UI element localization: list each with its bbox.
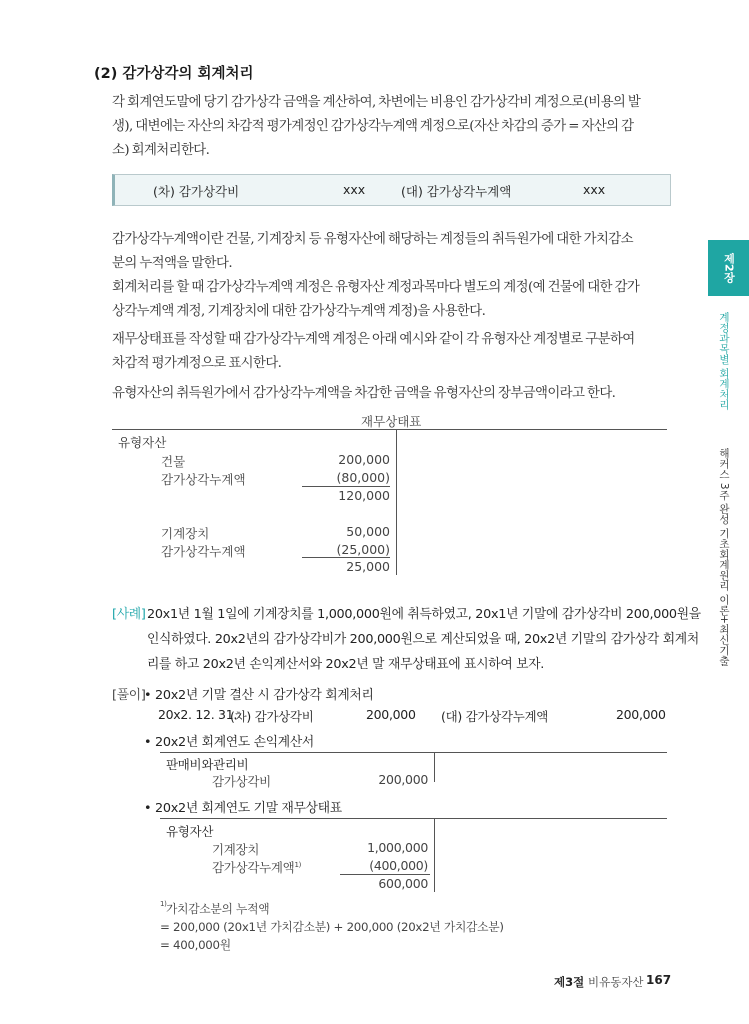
intro-line: 소) 회계처리한다. (112, 143, 210, 158)
income-divider (434, 752, 435, 782)
balance2-row-label-text: 감가상각누계액 (212, 860, 295, 875)
chapter-title-vertical: 계정과목별 회계처리 (718, 312, 730, 410)
page-number: 167 (646, 973, 672, 987)
example-line: 리를 하고 20x2년 손익계산서와 20x2년 말 재무상태표에 표시하여 보자. (147, 657, 545, 672)
solution-journal-debit: (차) 감가상각비 (230, 709, 314, 724)
journal-entry-box (112, 174, 671, 206)
solution-item-income: • 20x2년 회계연도 손익계산서 (144, 735, 314, 750)
income-top-rule (160, 752, 667, 753)
balance-sheet-top-rule (112, 429, 667, 430)
balance-sheet-title: 재무상태표 (361, 414, 422, 429)
balance2-divider (434, 818, 435, 892)
chapter-tab[interactable] (708, 240, 749, 296)
bs-row-value: 50,000 (346, 524, 390, 539)
paragraph-line: 유형자산의 취득원가에서 감가상각누계액을 차감한 금액을 유형자산의 장부금액이라고 한다. (112, 386, 616, 401)
income-section-label: 판매비와관리비 (166, 757, 249, 772)
balance2-row-value: (400,000) (369, 858, 428, 873)
paragraph-separate-account (112, 276, 639, 324)
footnote-mark: 1) (160, 900, 167, 908)
balance2-top-rule (160, 818, 667, 819)
bs-row-label: 감가상각누계액 (161, 472, 246, 487)
bs-row-value: (25,000) (336, 542, 390, 557)
solution-item-journal: • 20x2년 기말 결산 시 감가상각 회계처리 (144, 688, 374, 703)
paragraph-line: 차감적 평가계정으로 표시한다. (112, 356, 282, 371)
example-line: 인식하였다. 20x2년의 감가상각비가 200,000원으로 계산되었을 때, 20x2년 기말의 감가상각 회계처 (147, 632, 699, 647)
balance2-section-label: 유형자산 (166, 824, 214, 839)
paragraph-line: 재무상태표를 작성할 때 감가상각누계액 계정은 아래 예시와 같이 각 유형자산 계정별로 구분하여 (112, 332, 635, 347)
footnote-line: = 400,000원 (160, 938, 231, 952)
paragraph-accumulated-def (112, 228, 633, 276)
bs-row-total: 120,000 (338, 488, 390, 503)
balance2-subtotal-rule (340, 874, 430, 875)
solution-journal-date: 20x2. 12. 31. (158, 707, 238, 722)
footnote-line: = 200,000 (20x1년 가치감소분) + 200,000 (20x2년 가치감소분) (160, 920, 504, 934)
bs-row-label: 건물 (161, 454, 186, 469)
book-title-vertical: 해커스 3주 완성 기초회계원리 이론+최신기출 (718, 448, 730, 666)
bs-row-label: 감가상각누계액 (161, 544, 246, 559)
footer-title: 비유동자산 (588, 975, 644, 989)
solution-journal-credit-amount: 200,000 (616, 707, 666, 722)
intro-line: 각 회계연도말에 당기 감가상각 금액을 계산하여, 차변에는 비용인 감가상각비 계정으로(비용의 발 (112, 95, 641, 110)
balance2-row-label (212, 858, 301, 876)
footnote-line: 가치감소분의 누적액 (166, 902, 270, 916)
solution-journal-debit-amount: 200,000 (366, 707, 416, 722)
balance2-row-value: 1,000,000 (367, 840, 428, 855)
solution-journal-credit: (대) 감가상각누계액 (441, 709, 549, 724)
bs-row-label: 기계장치 (161, 526, 210, 541)
income-row-label: 감가상각비 (212, 774, 271, 789)
income-row-value: 200,000 (378, 772, 428, 787)
footer-chapter: 제3절 (554, 975, 585, 989)
section-heading: (2) 감가상각의 회계처리 (94, 66, 254, 82)
balance2-row-label: 기계장치 (212, 842, 260, 857)
example-line: 20x1년 1월 1일에 기계장치를 1,000,000원에 취득하였고, 20x1년 기말에 감가상각비 200,000원을 (147, 607, 701, 622)
journal-credit: (대) 감가상각누계액 (401, 184, 512, 199)
paragraph-line: 상각누계액 계정, 기계장치에 대한 감가상각누계액 계정)을 사용한다. (112, 304, 486, 319)
paragraph-contra-display (112, 328, 635, 376)
paragraph-carrying-amount (112, 382, 615, 406)
bs-row-value: (80,000) (336, 470, 390, 485)
paragraph-line: 분의 누적액을 말한다. (112, 256, 232, 271)
journal-debit: (차) 감가상각비 (153, 184, 240, 199)
balance2-row-total: 600,000 (378, 876, 428, 891)
chapter-tab-label: 제2장 (722, 253, 736, 283)
bs-subtotal-rule (302, 557, 390, 558)
journal-debit-amount: xxx (343, 182, 366, 197)
bs-section-label: 유형자산 (118, 435, 167, 450)
intro-line: 생), 대변에는 자산의 차감적 평가계정인 감가상각누계액 계정으로(자산 차감의 증가 = 자산의 감 (112, 119, 634, 134)
example-tag: [사례] (112, 607, 146, 622)
bs-row-value: 200,000 (338, 452, 390, 467)
footnote-ref: 1) (294, 860, 302, 869)
paragraph-line: 회계처리를 할 때 감가상각누계액 계정은 유형자산 계정과목마다 별도의 계정(예 건물에 대한 감가 (112, 280, 640, 295)
bs-subtotal-rule (302, 486, 390, 487)
bs-row-total: 25,000 (346, 559, 390, 574)
solution-item-balance: • 20x2년 회계연도 기말 재무상태표 (144, 801, 342, 816)
paragraph-line: 감가상각누계액이란 건물, 기계장치 등 유형자산에 해당하는 계정들의 취득원가에 대한 가치감소 (112, 232, 633, 247)
journal-credit-amount: xxx (583, 182, 606, 197)
intro-paragraph (112, 91, 640, 163)
solution-tag: [풀이] (112, 688, 146, 703)
balance-sheet-divider (396, 429, 397, 575)
